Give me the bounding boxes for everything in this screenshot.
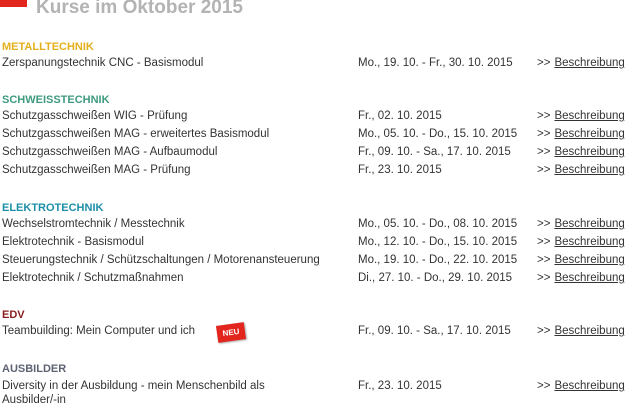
course-date: Mo., 05. 10. - Do., 08. 10. 2015: [358, 218, 518, 230]
section-heading-edv: EDV: [2, 309, 25, 321]
description-link-group: [537, 253, 625, 267]
link-arrows: >>: [537, 218, 551, 230]
course-date: Mo., 05. 10. - Do., 15. 10. 2015: [358, 128, 518, 140]
description-link-group: [537, 163, 625, 177]
course-name: Schutzgasschweißen MAG - Aufbaumodul: [2, 146, 218, 158]
link-arrows: >>: [537, 57, 551, 69]
description-link-group: [537, 324, 625, 338]
description-link[interactable]: Beschreibung: [554, 272, 625, 284]
course-name: Steuerungstechnik / Schützschaltungen / Motorenansteuerung: [2, 254, 320, 266]
course-date: Fr., 09. 10. - Sa., 17. 10. 2015: [358, 146, 511, 158]
description-link[interactable]: Beschreibung: [554, 164, 625, 176]
course-date: Mo., 12. 10. - Do., 15. 10. 2015: [358, 236, 518, 248]
description-link-group: [537, 145, 625, 159]
course-date: Fr., 09. 10. - Sa., 17. 10. 2015: [358, 325, 511, 337]
link-arrows: >>: [537, 236, 551, 248]
description-link[interactable]: Beschreibung: [554, 325, 625, 337]
course-date: Fr., 23. 10. 2015: [358, 164, 442, 176]
description-link[interactable]: Beschreibung: [554, 380, 625, 392]
section-heading-elektrotechnik: ELEKTROTECHNIK: [2, 202, 104, 214]
section-heading-schweisstechnik: SCHWEISSTECHNIK: [2, 94, 110, 106]
course-date: Mo., 19. 10. - Fr., 30. 10. 2015: [358, 57, 513, 69]
description-link[interactable]: Beschreibung: [554, 218, 625, 230]
description-link-group: [537, 235, 625, 249]
course-row: [0, 252, 631, 270]
link-arrows: >>: [537, 110, 551, 122]
link-arrows: >>: [537, 128, 551, 140]
course-date: Fr., 23. 10. 2015: [358, 380, 442, 392]
course-row: [0, 234, 631, 252]
course-row: [0, 323, 631, 341]
description-link[interactable]: Beschreibung: [554, 128, 625, 140]
link-arrows: >>: [537, 325, 551, 337]
course-name: Schutzgasschweißen WIG - Prüfung: [2, 110, 188, 122]
description-link-group: [537, 379, 625, 393]
course-name: Teambuilding: Mein Computer und ich: [2, 325, 196, 337]
course-name: Zerspanungstechnik CNC - Basismodul: [2, 57, 204, 69]
description-link-group: [537, 109, 625, 123]
description-link-group: [537, 271, 625, 285]
course-row: [0, 270, 631, 288]
course-date: Fr., 02. 10. 2015: [358, 110, 442, 122]
description-link[interactable]: Beschreibung: [554, 254, 625, 266]
new-badge: NEU: [216, 322, 246, 343]
course-row: [0, 55, 631, 73]
section-heading-ausbilder: AUSBILDER: [2, 363, 67, 375]
course-row: [0, 378, 631, 406]
header-accent-bar: [0, 0, 27, 7]
course-name: Diversity in der Ausbildung - mein Menschenbild als Ausbilder/-in: [2, 380, 265, 406]
course-row: [0, 108, 631, 126]
link-arrows: >>: [537, 164, 551, 176]
link-arrows: >>: [537, 146, 551, 158]
page-title: Kurse im Oktober 2015: [36, 0, 243, 18]
course-row: [0, 126, 631, 144]
course-row: [0, 162, 631, 180]
description-link[interactable]: Beschreibung: [554, 146, 625, 158]
description-link-group: [537, 56, 625, 70]
course-name: Wechselstromtechnik / Messtechnik: [2, 218, 185, 230]
link-arrows: >>: [537, 380, 551, 392]
course-name: Elektrotechnik - Basismodul: [2, 236, 144, 248]
course-row: [0, 144, 631, 162]
section-heading-metalltechnik: METALLTECHNIK: [2, 41, 94, 53]
link-arrows: >>: [537, 254, 551, 266]
description-link[interactable]: Beschreibung: [554, 57, 625, 69]
description-link-group: [537, 217, 625, 231]
course-row: [0, 216, 631, 234]
course-date: Di., 27. 10. - Do., 29. 10. 2015: [358, 272, 513, 284]
course-name: Elektrotechnik / Schutzmaßnahmen: [2, 272, 184, 284]
course-name: Schutzgasschweißen MAG - Prüfung: [2, 164, 191, 176]
link-arrows: >>: [537, 272, 551, 284]
course-name: Schutzgasschweißen MAG - erweitertes Basismodul: [2, 128, 270, 140]
description-link[interactable]: Beschreibung: [554, 236, 625, 248]
course-date: Mo., 19. 10. - Do., 22. 10. 2015: [358, 254, 518, 266]
description-link[interactable]: Beschreibung: [554, 110, 625, 122]
description-link-group: [537, 127, 625, 141]
